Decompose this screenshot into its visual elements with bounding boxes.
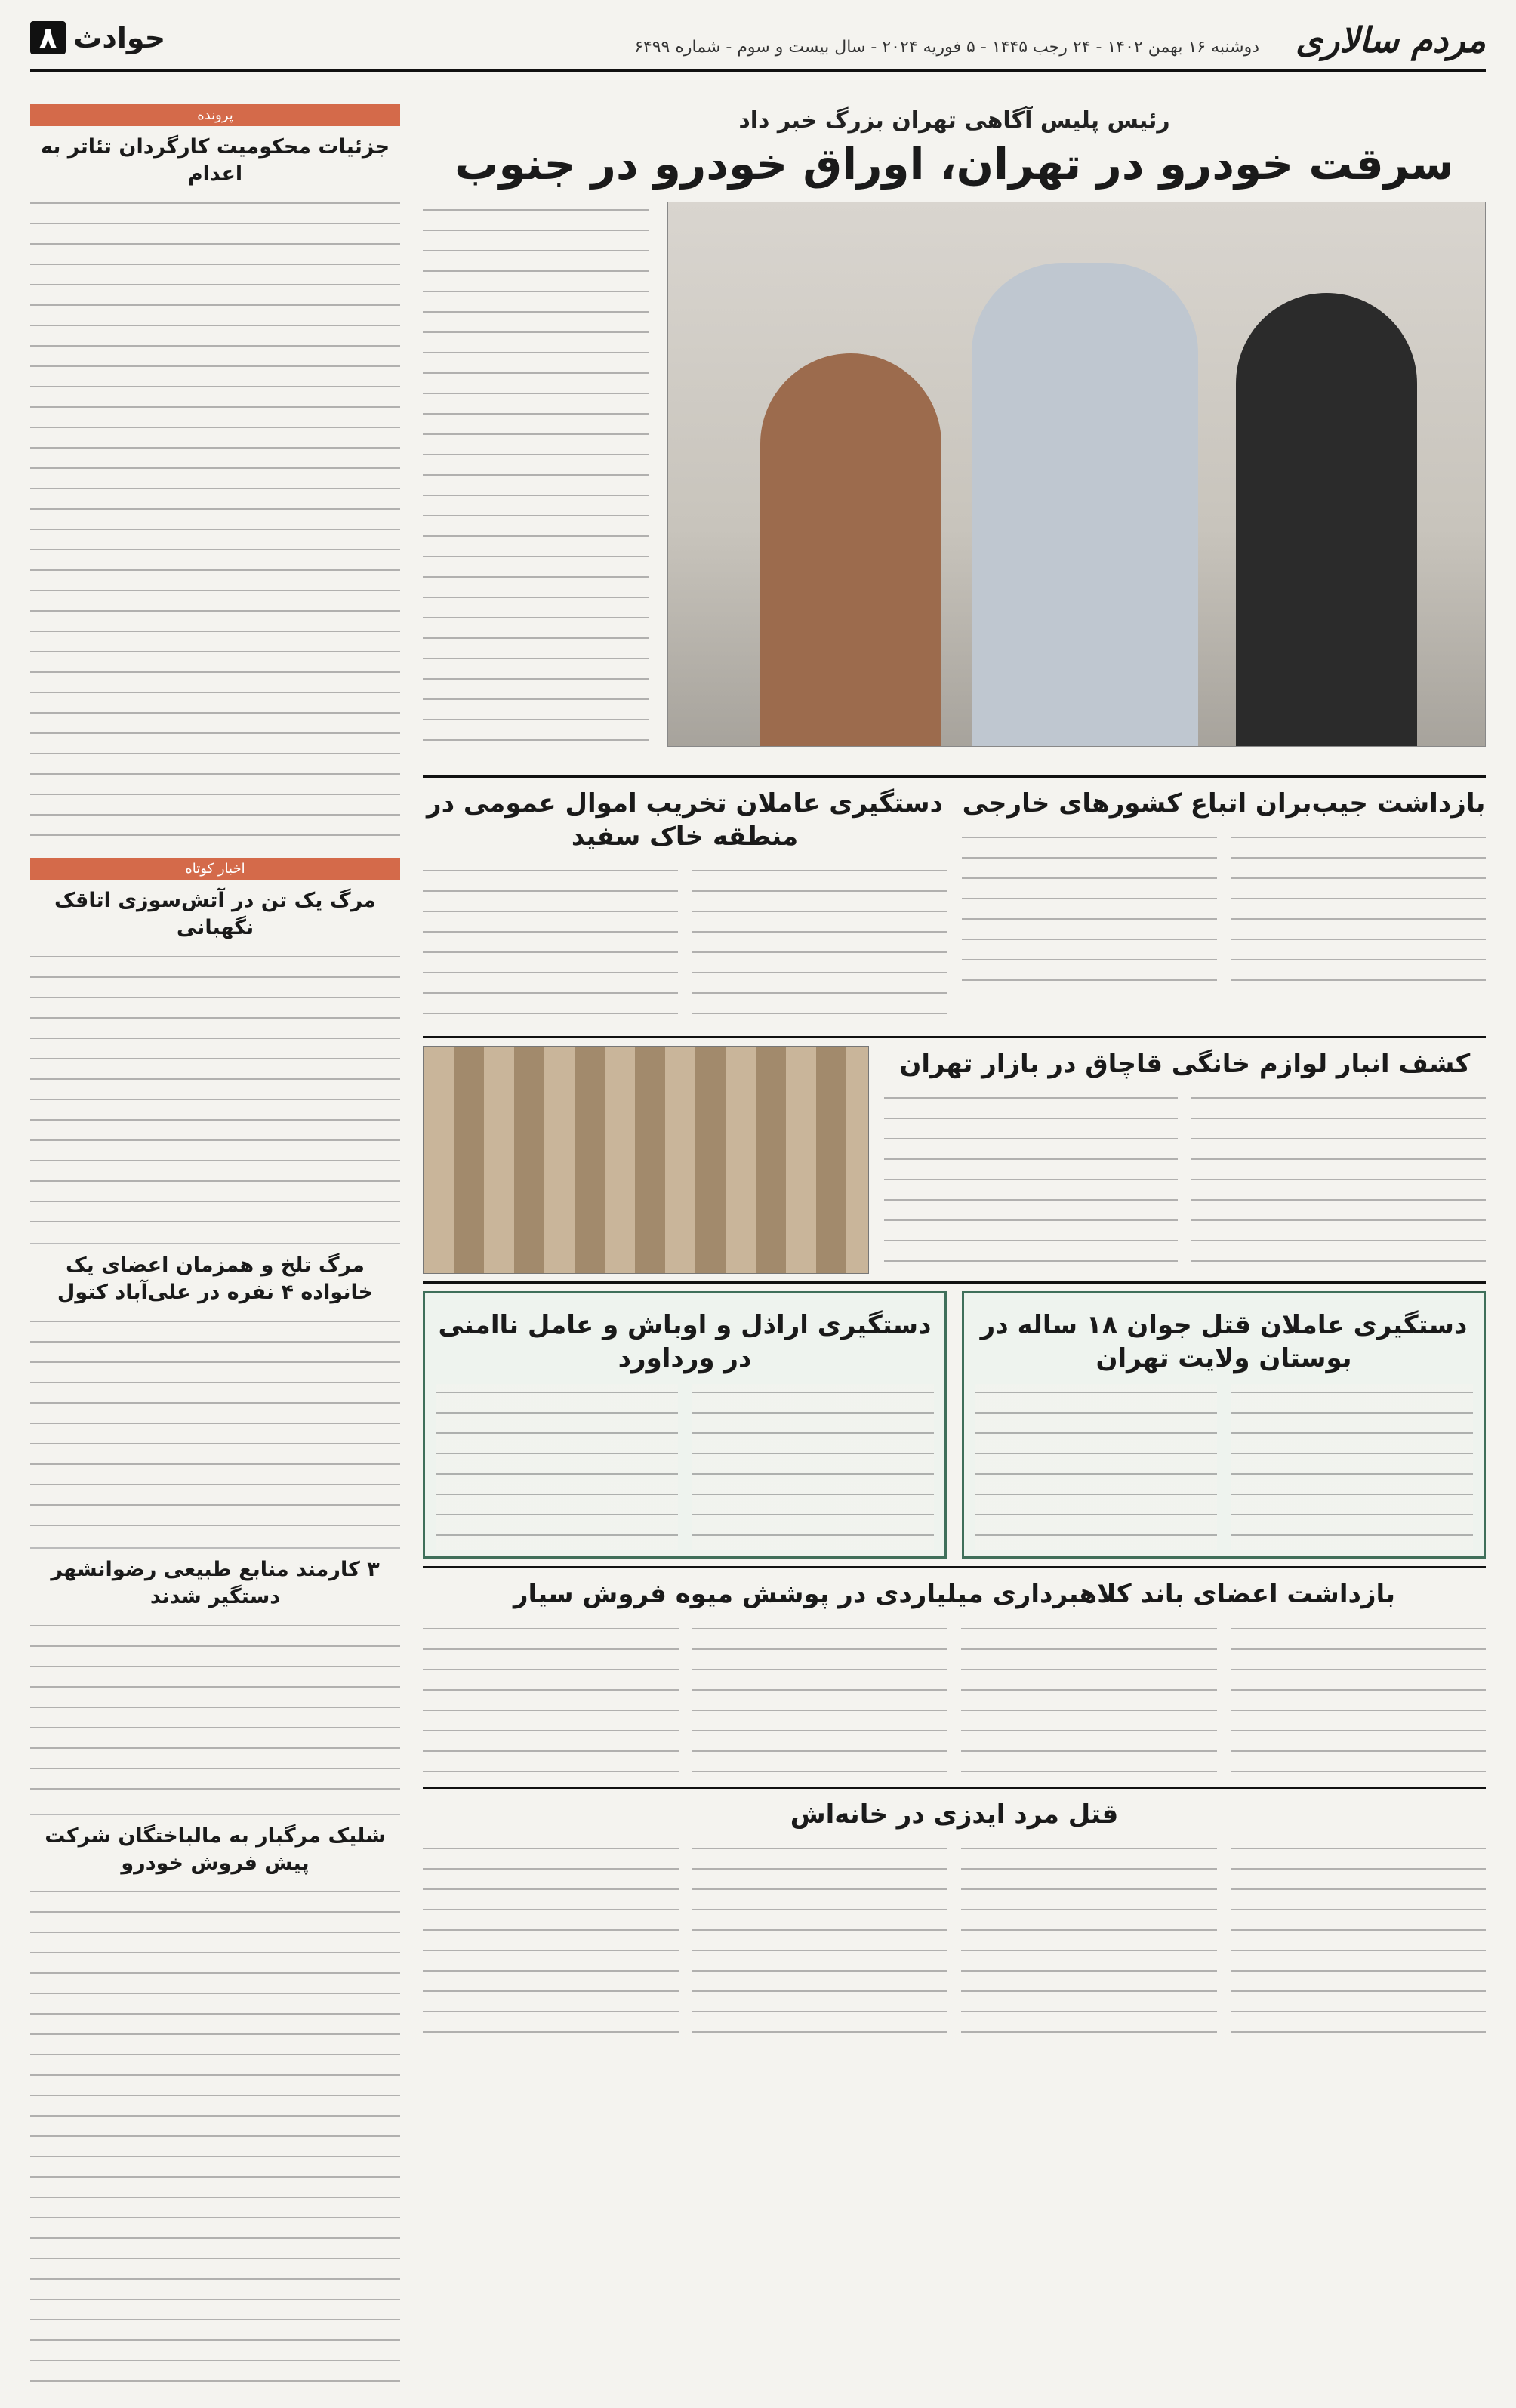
sidebar-story-body [30, 1883, 400, 2386]
story-row [423, 1036, 1486, 1274]
warehouse-photo [423, 1046, 869, 1274]
divider [30, 1814, 400, 1815]
issue-date-line: دوشنبه ۱۶ بهمن ۱۴۰۲ - ۲۴ رجب ۱۴۴۵ - ۵ فوریه ۲۰۲۴ - سال بیست و سوم - شماره ۶۴۹۹ [634, 38, 1259, 57]
story-title: دستگیری عاملان تخریب اموال عمومی در منطقه خاک سفید [427, 788, 943, 852]
sidebar-story-title: ۳ کارمند منابع طبیعی رضوانشهر دستگیر شدند [51, 1557, 380, 1609]
short-news-tag: اخبار کوتاه [30, 858, 400, 880]
lead-kicker: رئیس پلیس آگاهی تهران بزرگ خبر داد [738, 107, 1170, 134]
lead-headline: سرقت خودرو در تهران، اوراق خودرو در جنوب [454, 138, 1454, 190]
sidebar-story-title: شلیک مرگبار به مالباختگان شرکت پیش فروش خودرو [45, 1824, 386, 1875]
person-figure [1236, 293, 1417, 746]
sidebar-story-title: مرگ تلخ و همزمان اعضای یک خانواده ۴ نفره در علی‌آباد کتول [57, 1253, 374, 1305]
story-title: بازداشت جیب‌بران اتباع کشورهای خارجی [962, 788, 1486, 819]
person-figure [760, 353, 941, 746]
sidebar-tag: پرونده [30, 104, 400, 126]
divider [30, 1243, 400, 1244]
sidebar-story-body [30, 1313, 400, 1540]
story-row [423, 775, 1486, 1028]
section-name: حوادث [73, 21, 166, 54]
lead-body [423, 202, 649, 745]
sidebar-story-body [30, 948, 400, 1235]
sidebar-story-title: جزئیات محکومیت کارگردان تئاتر به اعدام [40, 135, 390, 187]
story-title: قتل مرد ایدزی در خانه‌اش [790, 1799, 1119, 1830]
newspaper-logo: مردم سالاری [1295, 20, 1486, 60]
page-label [30, 21, 165, 54]
divider [30, 1547, 400, 1549]
story-title: دستگیری اراذل و اوباش و عامل ناامنی در ورداورد [438, 1309, 932, 1374]
sidebar-story-body [30, 1617, 400, 1806]
main-column [423, 98, 1486, 2386]
story-title: دستگیری عاملان قتل جوان ۱۸ ساله در بوستان ولایت تهران [980, 1309, 1468, 1374]
sidebar-story-body [30, 195, 400, 852]
sidebar-story-title: مرگ یک تن در آتش‌سوزی اتاقک نگهبانی [54, 888, 376, 940]
lead-photo [667, 202, 1486, 747]
story-title: بازداشت اعضای باند کلاهبرداری میلیاردی در پوشش میوه فروش سیار [513, 1579, 1396, 1610]
sidebar-column [30, 98, 400, 2386]
person-figure [972, 263, 1198, 746]
masthead [30, 17, 1486, 72]
story-row [423, 1787, 1486, 2044]
page-number: ۸ [30, 21, 66, 54]
story-title: کشف انبار لوازم خانگی قاچاق در بازار تهران [899, 1048, 1471, 1079]
story-row [423, 1566, 1486, 1778]
story-row [423, 1281, 1486, 1559]
lead-story [423, 202, 1486, 768]
